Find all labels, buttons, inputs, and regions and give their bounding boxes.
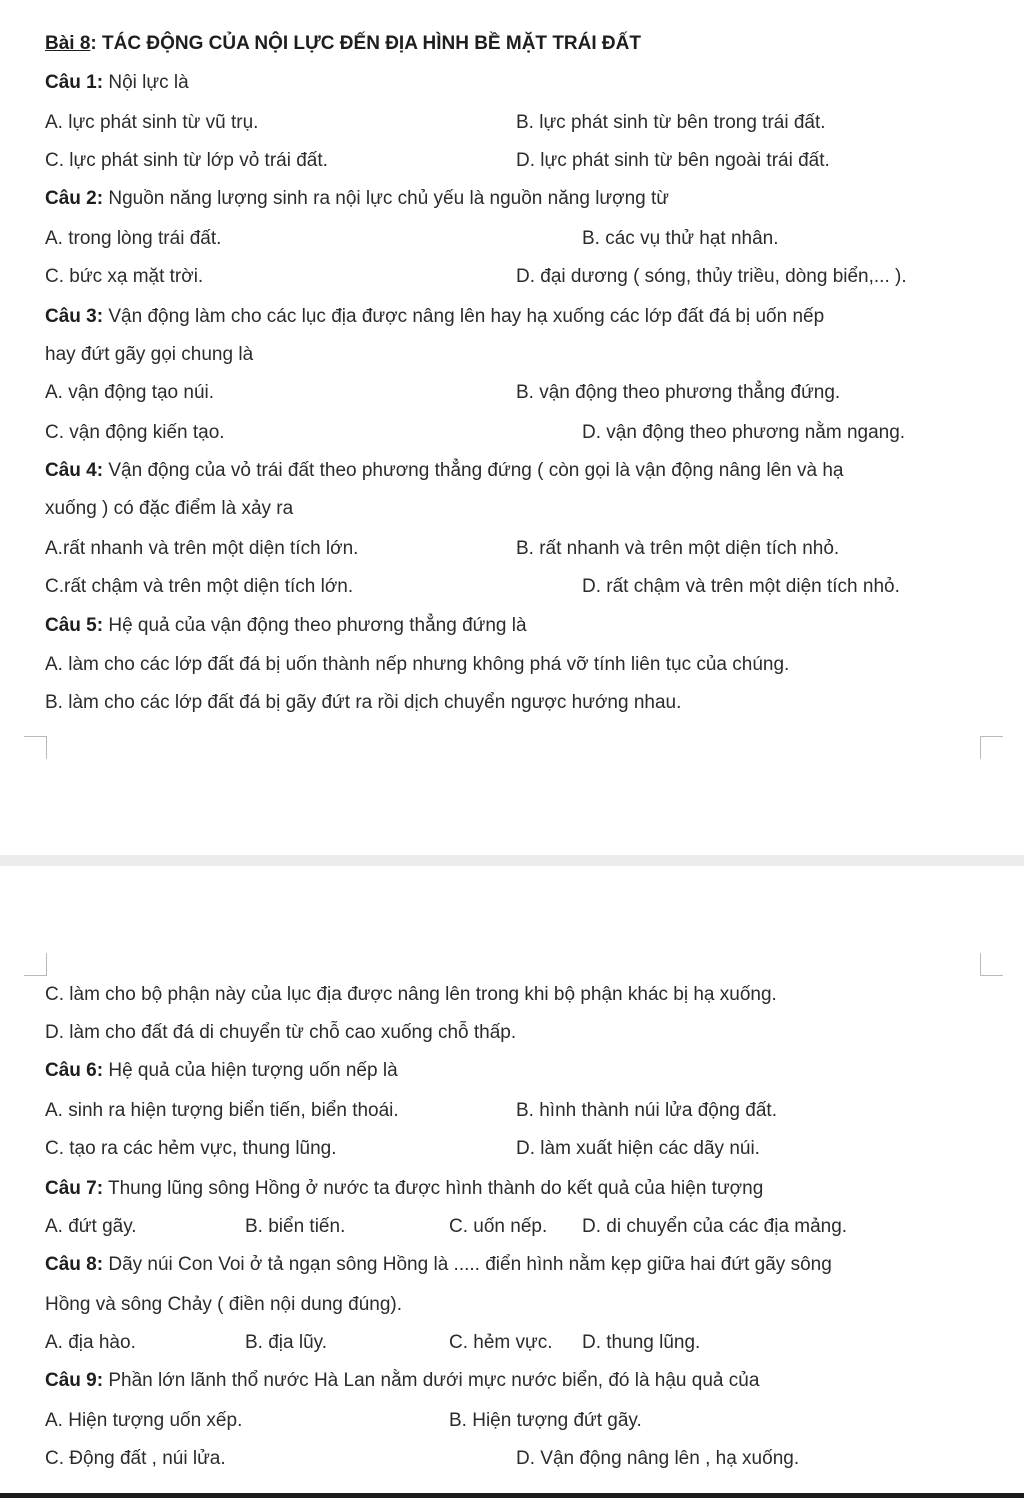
question-2-option-a: A. trong lòng trái đất. — [45, 228, 222, 249]
page-break-gap — [0, 855, 1024, 866]
question-6: Câu 6: Hệ quả của hiện tượng uốn nếp là — [45, 1060, 398, 1081]
question-6-option-c: C. tạo ra các hẻm vực, thung lũng. — [45, 1138, 337, 1159]
question-9-option-a: A. Hiện tượng uốn xếp. — [45, 1410, 243, 1431]
question-9: Câu 9: Phần lớn lãnh thổ nước Hà Lan nằm dưới mực nước biển, đó là hậu quả của — [45, 1370, 760, 1391]
question-1-option-a: A. lực phát sinh từ vũ trụ. — [45, 112, 259, 133]
question-7-option-d: D. di chuyển của các địa mảng. — [582, 1216, 848, 1237]
question-3-option-d: D. vận động theo phương nằm ngang. — [582, 422, 906, 443]
question-6-option-d: D. làm xuất hiện các dãy núi. — [516, 1138, 760, 1159]
question-4-option-c: C.rất chậm và trên một diện tích lớn. — [45, 576, 354, 597]
question-4-options-row-2 — [45, 574, 984, 600]
question-4: Câu 4: Vận động của vỏ trái đất theo phương thẳng đứng ( còn gọi là vận động nâng lên và hạ — [45, 460, 844, 481]
question-9-option-c: C. Động đất , núi lửa. — [45, 1448, 226, 1469]
question-7-option-a: A. đứt gãy. — [45, 1216, 137, 1237]
question-2-option-c: C. bức xạ mặt trời. — [45, 266, 204, 287]
question-5: Câu 5: Hệ quả của vận động theo phương thẳng đứng là — [45, 615, 527, 636]
question-6-options-row-2 — [45, 1136, 984, 1162]
page-corner-mark — [980, 736, 1003, 759]
question-9-option-b: B. Hiện tượng đứt gãy. — [449, 1410, 642, 1431]
question-5-option-a: A. làm cho các lớp đất đá bị uốn thành nếp nhưng không phá vỡ tính liên tục của chúng. — [45, 654, 790, 675]
question-5-option-c: C. làm cho bộ phận này của lục địa được nâng lên trong khi bộ phận khác bị hạ xuống. — [45, 984, 777, 1005]
question-1-option-c: C. lực phát sinh từ lớp vỏ trái đất. — [45, 150, 328, 171]
question-1-options-row-2 — [45, 148, 984, 174]
page-corner-mark — [24, 736, 47, 759]
question-4-options-row-1 — [45, 536, 984, 562]
question-3-continued: hay đứt gãy gọi chung là — [45, 344, 254, 365]
question-4-continued: xuống ) có đặc điểm là xảy ra — [45, 498, 294, 519]
question-8-option-a: A. địa hào. — [45, 1332, 136, 1353]
question-3-option-c: C. vận động kiến tạo. — [45, 422, 225, 443]
question-6-option-a: A. sinh ra hiện tượng biển tiến, biển thoái. — [45, 1100, 399, 1121]
question-3-option-a: A. vận động tạo núi. — [45, 382, 215, 403]
question-3-option-b: B. vận động theo phương thẳng đứng. — [516, 382, 841, 403]
question-4-option-a: A.rất nhanh và trên một diện tích lớn. — [45, 538, 359, 559]
question-8-option-d: D. thung lũng. — [582, 1332, 701, 1353]
question-7-options — [45, 1214, 984, 1240]
question-9-options-row-1 — [45, 1408, 984, 1434]
question-6-options-row-1 — [45, 1098, 984, 1124]
question-9-option-d: D. Vận động nâng lên , hạ xuống. — [516, 1448, 800, 1469]
question-2-options-row-2 — [45, 264, 984, 290]
question-9-options-row-2 — [45, 1446, 984, 1472]
question-7-option-c: C. uốn nếp. — [449, 1216, 548, 1237]
question-8-option-b: B. địa lũy. — [245, 1332, 328, 1353]
question-1-option-b: B. lực phát sinh từ bên trong trái đất. — [516, 112, 826, 133]
question-5-option-b: B. làm cho các lớp đất đá bị gãy đứt ra rồi dịch chuyển ngược hướng nhau. — [45, 692, 682, 713]
page-corner-mark — [980, 953, 1003, 976]
question-8-continued: Hồng và sông Chảy ( điền nội dung đúng). — [45, 1294, 403, 1315]
question-3-options-row-2 — [45, 420, 984, 446]
question-8: Câu 8: Dãy núi Con Voi ở tả ngạn sông Hồng là ..... điển hình nằm kẹp giữa hai đứt gãy sông — [45, 1254, 832, 1275]
question-4-option-d: D. rất chậm và trên một diện tích nhỏ. — [582, 576, 900, 597]
question-3-options-row-1 — [45, 380, 984, 406]
question-2-option-d: D. đại dương ( sóng, thủy triều, dòng biển,... ). — [516, 266, 907, 287]
question-5-option-d: D. làm cho đất đá di chuyển từ chỗ cao xuống chỗ thấp. — [45, 1022, 517, 1043]
question-8-options — [45, 1330, 984, 1356]
page-corner-mark — [24, 953, 47, 976]
question-8-option-c: C. hẻm vực. — [449, 1332, 553, 1353]
question-2-option-b: B. các vụ thử hạt nhân. — [582, 228, 779, 249]
question-4-option-b: B. rất nhanh và trên một diện tích nhỏ. — [516, 538, 840, 559]
question-1-options-row-1 — [45, 110, 984, 136]
question-1: Câu 1: Nội lực là — [45, 72, 189, 93]
question-1-option-d: D. lực phát sinh từ bên ngoài trái đất. — [516, 150, 830, 171]
question-2-options-row-1 — [45, 226, 984, 252]
question-2: Câu 2: Nguồn năng lượng sinh ra nội lực chủ yếu là nguồn năng lượng từ — [45, 188, 670, 209]
question-3: Câu 3: Vận động làm cho các lục địa được nâng lên hay hạ xuống các lớp đất đá bị uốn nếp — [45, 306, 825, 327]
question-7-option-b: B. biển tiến. — [245, 1216, 346, 1237]
lesson-title: Bài 8: TÁC ĐỘNG CỦA NỘI LỰC ĐẾN ĐỊA HÌNH BỀ MẶT TRÁI ĐẤT — [45, 33, 641, 54]
bottom-edge-bar — [0, 1493, 1024, 1498]
question-7: Câu 7: Thung lũng sông Hồng ở nước ta được hình thành do kết quả của hiện tượng — [45, 1178, 764, 1199]
question-6-option-b: B. hình thành núi lửa động đất. — [516, 1100, 777, 1121]
